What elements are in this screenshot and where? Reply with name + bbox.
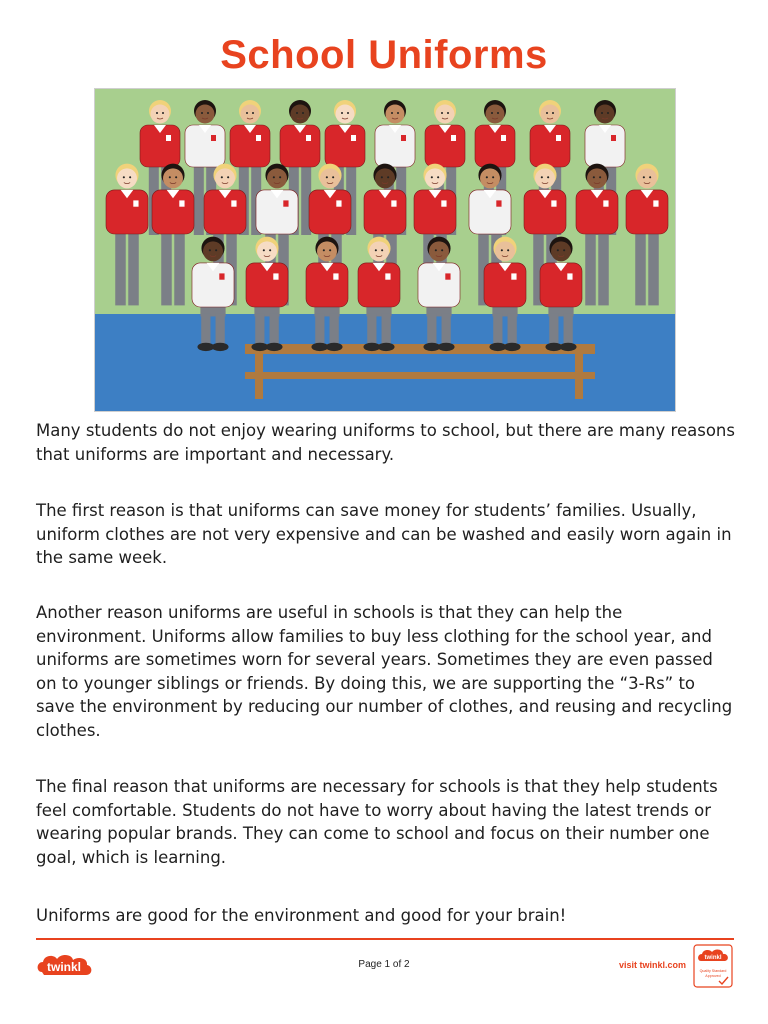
svg-text:Approved: Approved (705, 974, 721, 978)
quality-standard-badge (693, 944, 733, 988)
paragraph-environment: Another reason uniforms are useful in schools is that they can help the environment. Uniforms allow families to buy less clothing for the school year, and uniforms are sometimes worn for several years. Sometimes they are even passed on to younger siblings or friends. By doing this, we are supporting the “3-Rs” to save the environment by reducing our number of clothes, and reusing and recycling clothes. (36, 603, 733, 740)
paragraph-conclusion: Uniforms are good for the environment and good for your brain! (36, 906, 567, 925)
class-photo-illustration (95, 89, 675, 411)
page-number: Page 1 of 2 (358, 959, 410, 970)
paragraph-comfort: The final reason that uniforms are necessary for schools is that they help students feel comfortable. Students do not have to worry about having the latest trends or wearing popular brands. They can come to school and focus on their number one goal, which is learning. (36, 777, 718, 867)
paragraph-money: The first reason is that uniforms can save money for students’ families. Usually, uniform clothes are not very expensive and can be washed and easily worn again in the same week. (36, 501, 732, 567)
paragraph-intro: Many students do not enjoy wearing uniforms to school, but there are many reasons that uniforms are important and necessary. (36, 421, 735, 464)
svg-text:twinkl: twinkl (46, 960, 82, 974)
page-title: School Uniforms (220, 33, 548, 77)
footer-divider (36, 938, 734, 940)
svg-text:Quality Standard: Quality Standard (699, 969, 727, 973)
visit-twinkl-link[interactable]: visit twinkl.com (618, 960, 686, 970)
class-photo (94, 88, 676, 412)
svg-text:twinkl: twinkl (704, 955, 722, 961)
